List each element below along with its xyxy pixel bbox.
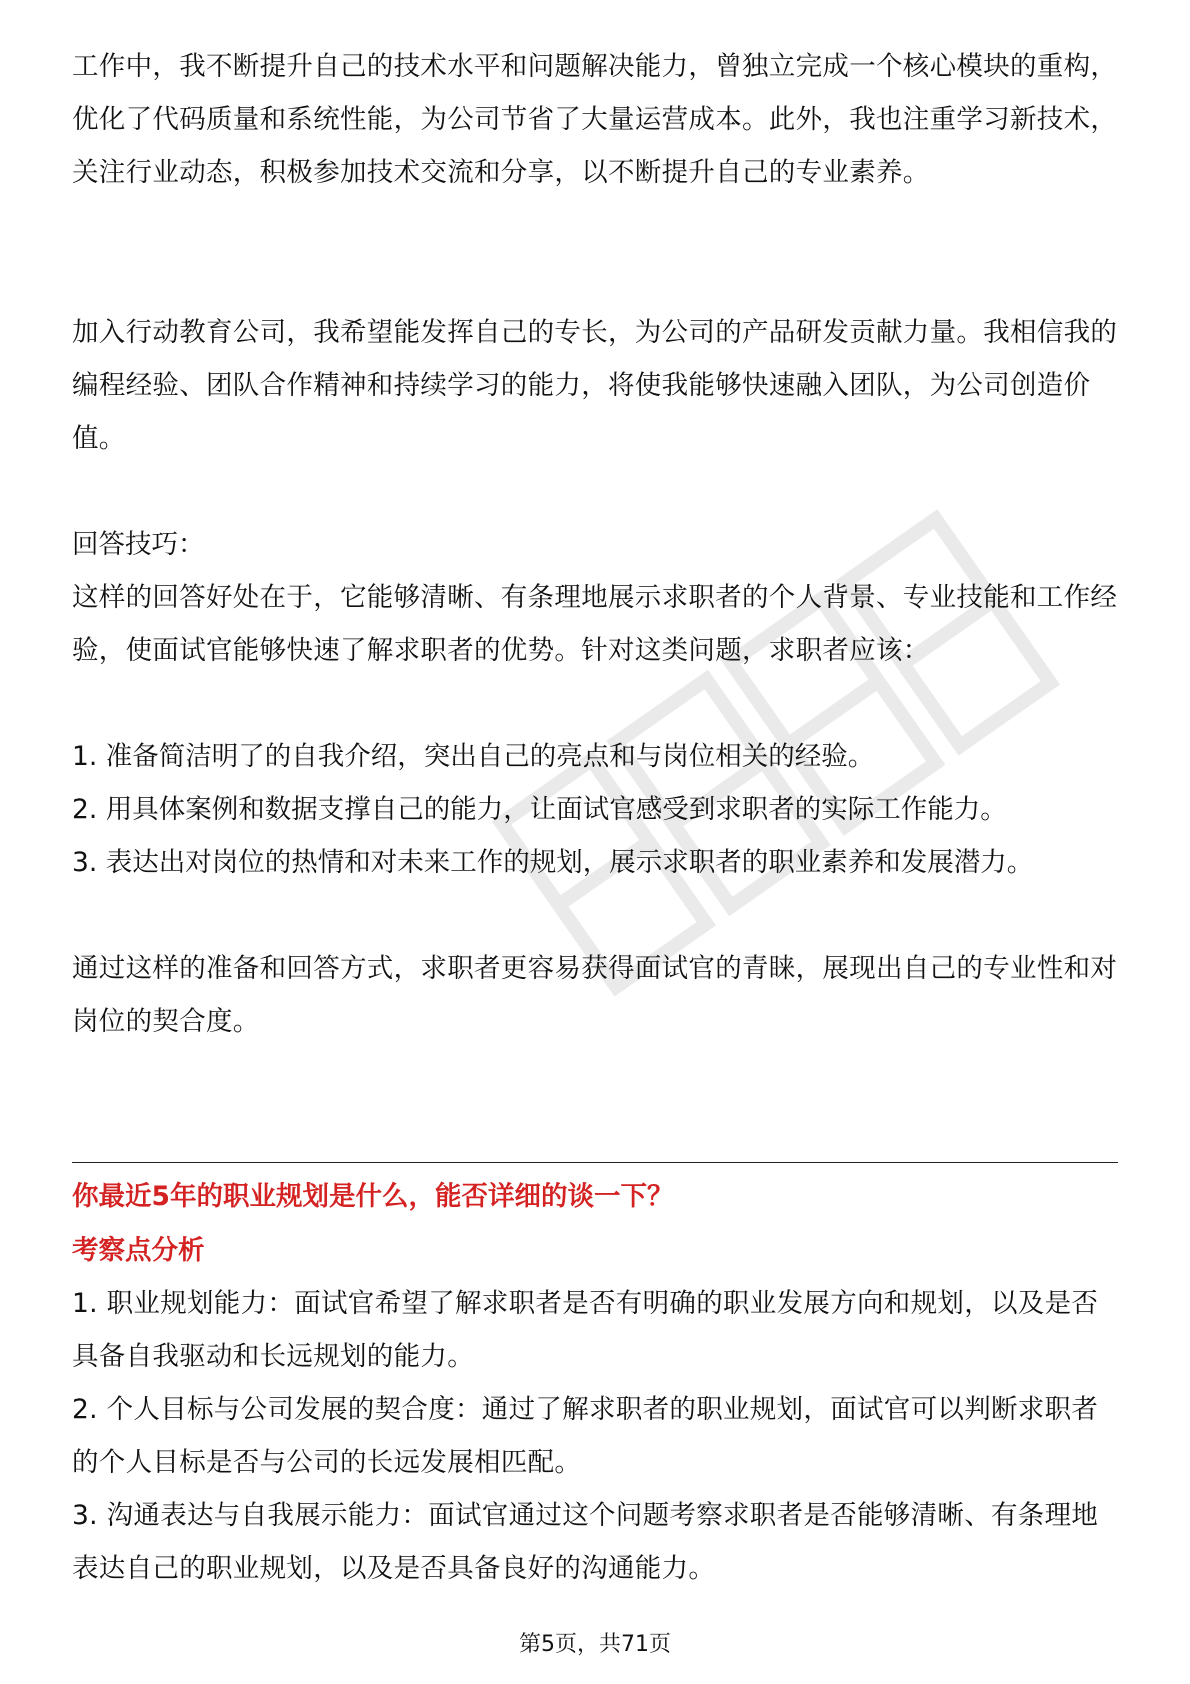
question-title: 你最近5年的职业规划是什么，能否详细的谈一下？ [72,1181,674,1212]
paragraph-work-experience: 工作中，我不断提升自己的技术水平和问题解决能力，曾独立完成一个核心模块的重构，优化了代码质量和系统性能，为公司节省了大量运营成本。此外，我也注重学习新技术，关注行业动态，积极参加技术交流和分享，以不断提升自己的专业素养。 [72,51,1118,188]
paragraph-join-company: 加入行动教育公司，我希望能发挥自己的专长，为公司的产品研发贡献力量。我相信我的编程经验、团队合作精神和持续学习的能力，将使我能够快速融入团队，为公司创造价值。 [72,317,1118,454]
tip-item-1: 1. 准备简洁明了的自我介绍，突出自己的亮点和与岗位相关的经验。 [72,741,875,772]
tip-item-2: 2. 用具体案例和数据支撑自己的能力，让面试官感受到求职者的实际工作能力。 [72,794,1007,825]
tips-label: 回答技巧： [72,529,205,560]
section-divider [72,1162,1118,1163]
tips-intro: 这样的回答好处在于，它能够清晰、有条理地展示求职者的个人背景、专业技能和工作经验，使面试官能够快速了解求职者的优势。针对这类问题，求职者应该： [72,582,1118,666]
closing-paragraph: 通过这样的准备和回答方式，求职者更容易获得面试官的青睐，展现出自己的专业性和对岗位的契合度。 [72,953,1118,1037]
analysis-point-2: 2. 个人目标与公司发展的契合度：通过了解求职者的职业规划，面试官可以判断求职者的个人目标是否与公司的长远发展相匹配。 [72,1394,1099,1478]
analysis-point-1: 1. 职业规划能力：面试官希望了解求职者是否有明确的职业发展方向和规划，以及是否具备自我驱动和长远规划的能力。 [72,1288,1099,1372]
tip-item-3: 3. 表达出对岗位的热情和对未来工作的规划，展示求职者的职业素养和发展潜力。 [72,847,1034,878]
page-number: 第5页，共71页 [519,1632,671,1657]
analysis-heading: 考察点分析 [72,1235,205,1266]
analysis-point-3: 3. 沟通表达与自我展示能力：面试官通过这个问题考察求职者是否能够清晰、有条理地表达自己的职业规划，以及是否具备良好的沟通能力。 [72,1500,1099,1584]
